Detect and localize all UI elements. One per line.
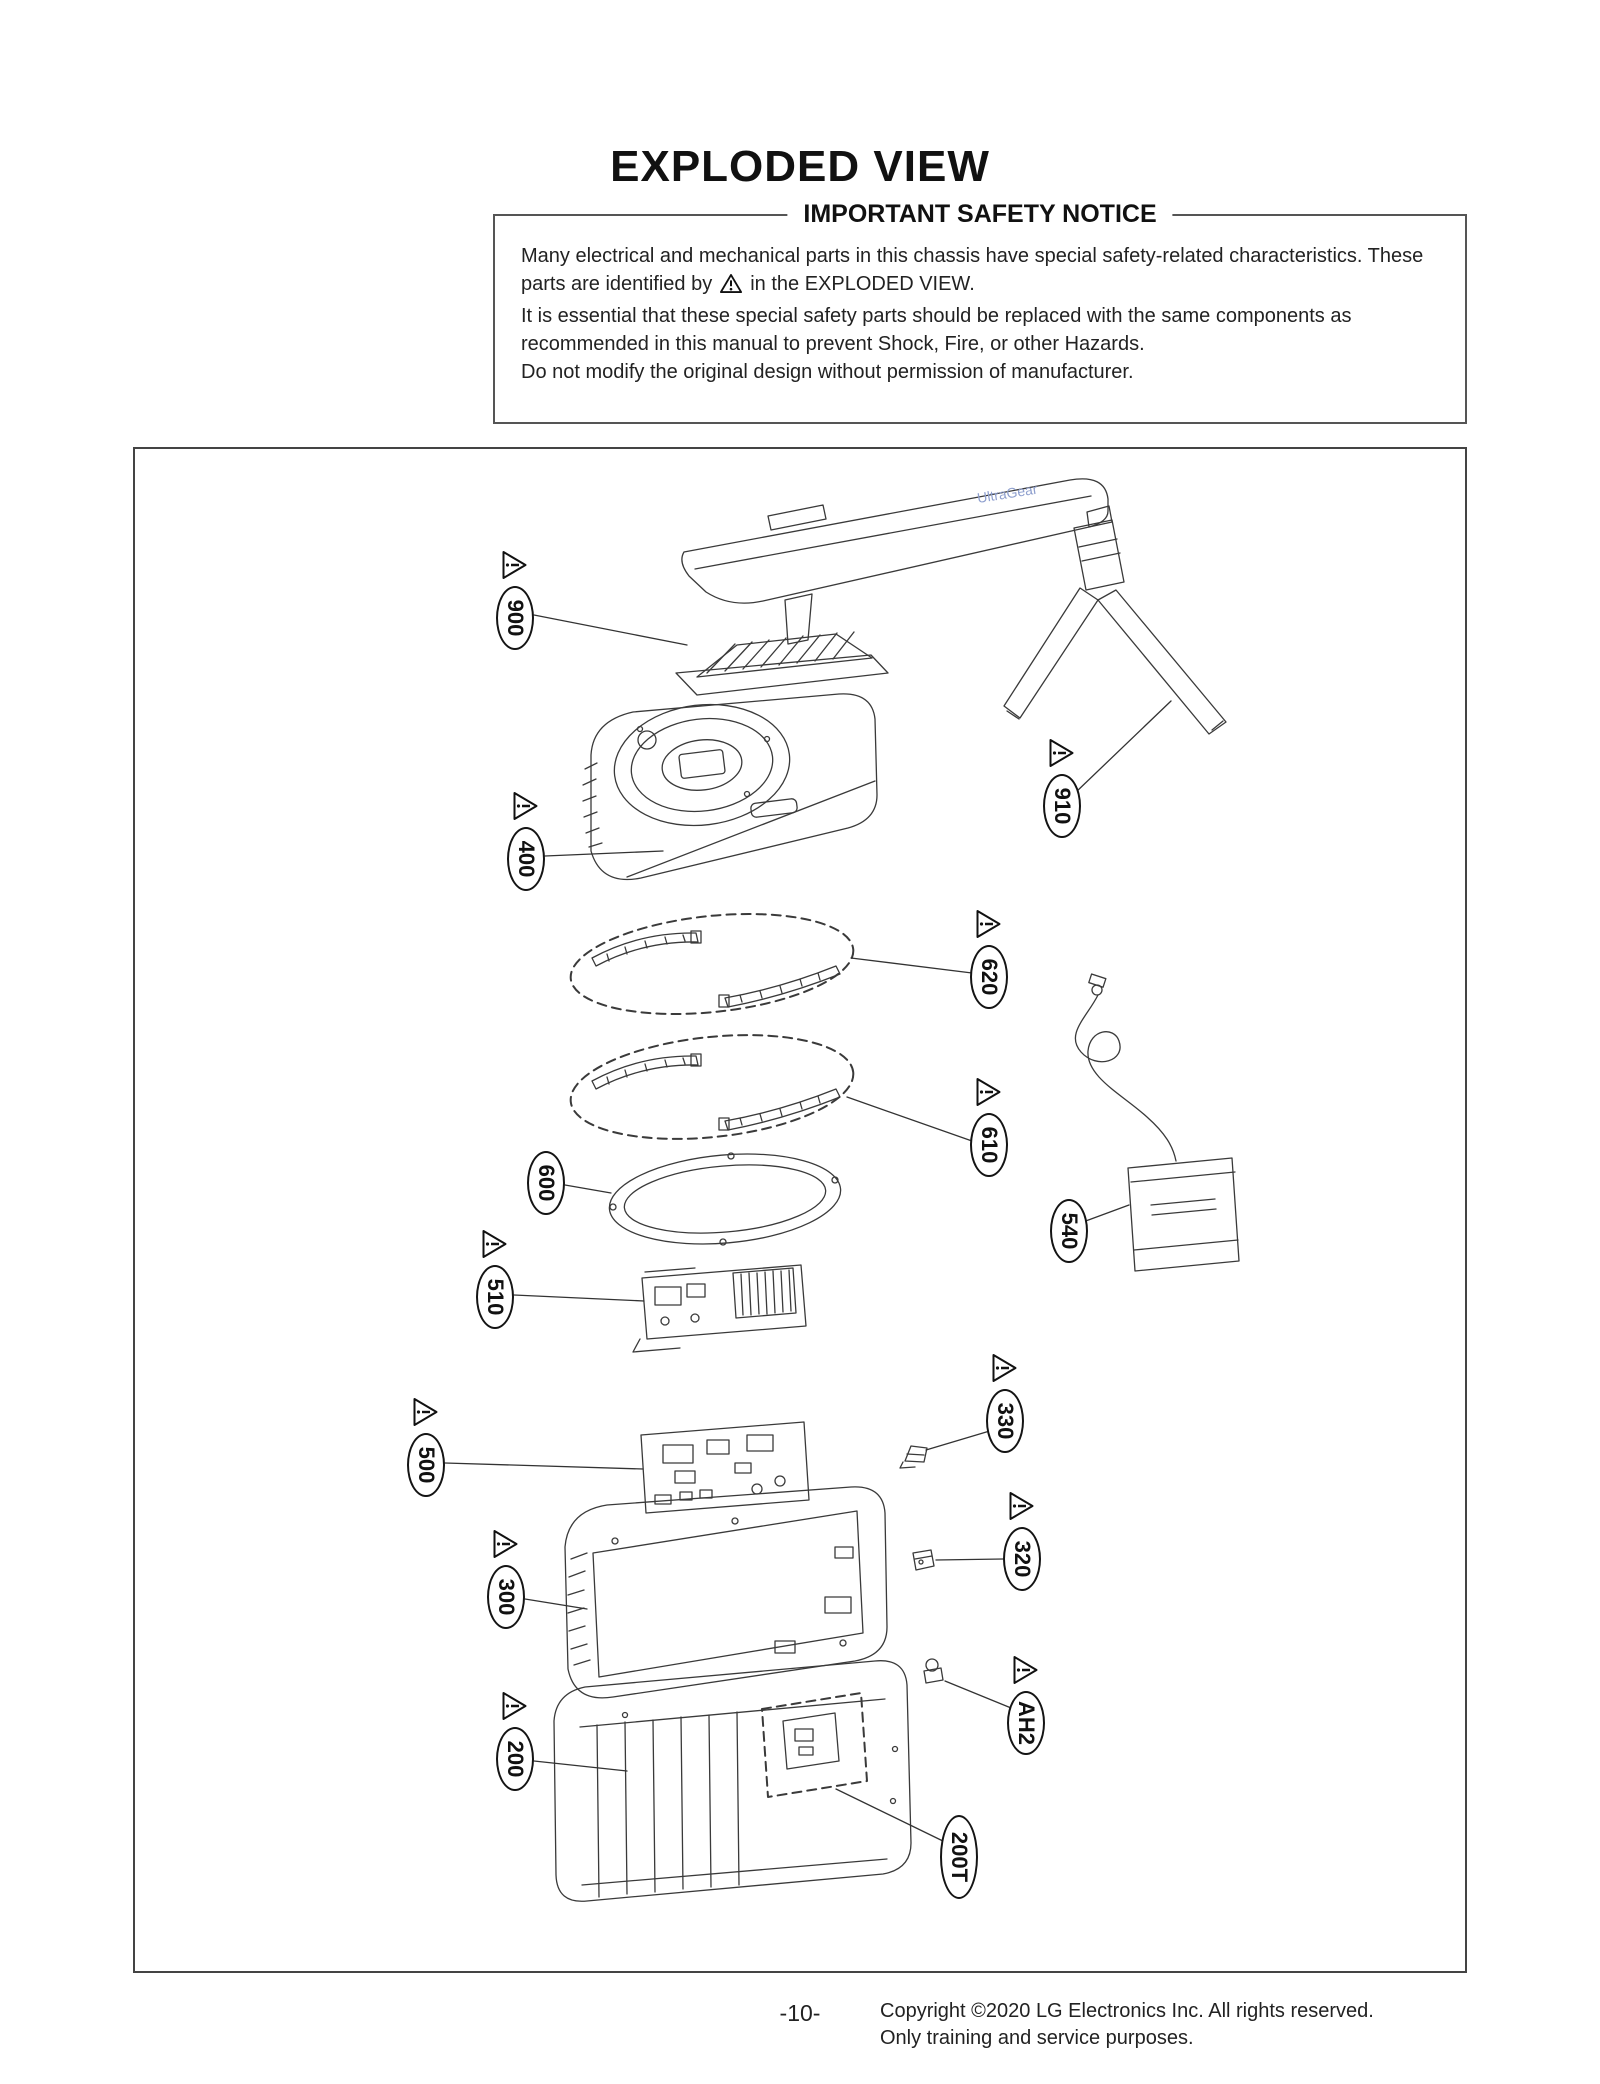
part-middle-frame bbox=[565, 1487, 887, 1698]
part-number-bubble: 620 bbox=[970, 945, 1008, 1009]
warning-icon bbox=[1009, 1491, 1036, 1521]
warning-icon bbox=[502, 550, 529, 580]
callout-900 bbox=[496, 550, 534, 650]
callout-540 bbox=[1050, 1199, 1088, 1263]
part-number-bubble: 330 bbox=[986, 1389, 1024, 1453]
brand-logo-text: UltraGear bbox=[975, 480, 1039, 506]
part-number-bubble: 200 bbox=[496, 1727, 534, 1791]
warning-icon bbox=[976, 909, 1003, 939]
part-number-bubble: 600 bbox=[527, 1151, 565, 1215]
callout-300 bbox=[487, 1529, 525, 1629]
part-bracket-330 bbox=[900, 1446, 927, 1468]
callout-610 bbox=[970, 1077, 1008, 1177]
part-number-bubble: AH2 bbox=[1007, 1691, 1045, 1755]
part-number-bubble: 910 bbox=[1043, 774, 1081, 838]
warning-icon bbox=[502, 1691, 529, 1721]
part-number-bubble: 300 bbox=[487, 1565, 525, 1629]
part-number-bubble: 500 bbox=[407, 1433, 445, 1497]
part-led-strip-lower bbox=[566, 1022, 859, 1151]
safety-notice-body bbox=[495, 216, 1465, 386]
part-power-adapter bbox=[1075, 974, 1239, 1271]
part-number-bubble: 320 bbox=[1003, 1527, 1041, 1591]
part-speaker-ring bbox=[606, 1145, 845, 1253]
exploded-art bbox=[135, 449, 1469, 1975]
warning-icon bbox=[413, 1397, 440, 1427]
safety-notice-box bbox=[493, 200, 1467, 424]
warning-icon bbox=[493, 1529, 520, 1559]
notice-paragraph-2: It is essential that these special safety parts should be replaced with the same components as recommended in this manual to prevent Shock, Fire, or other Hazards. bbox=[521, 305, 1352, 355]
callout-400 bbox=[507, 791, 545, 891]
warning-icon bbox=[1049, 738, 1076, 768]
part-back-cover bbox=[583, 694, 877, 880]
callout-ah2 bbox=[1007, 1655, 1045, 1755]
callout-330 bbox=[986, 1353, 1024, 1453]
warning-icon bbox=[976, 1077, 1003, 1107]
part-power-board bbox=[633, 1265, 806, 1352]
callout-910 bbox=[1043, 738, 1081, 838]
exploded-view-diagram bbox=[133, 447, 1467, 1973]
callout-620 bbox=[970, 909, 1008, 1009]
part-stand-base bbox=[1004, 506, 1226, 734]
part-number-bubble: 400 bbox=[507, 827, 545, 891]
copyright bbox=[880, 1998, 1374, 2052]
part-number-bubble: 610 bbox=[970, 1113, 1008, 1177]
safety-notice-title: IMPORTANT SAFETY NOTICE bbox=[787, 200, 1172, 229]
copyright-line-1: Copyright ©2020 LG Electronics Inc. All rights reserved. bbox=[880, 2000, 1374, 2022]
part-led-strip-upper bbox=[566, 901, 858, 1026]
part-number-bubble: 900 bbox=[496, 586, 534, 650]
callout-200t bbox=[940, 1815, 978, 1899]
part-number-bubble: 200T bbox=[940, 1815, 978, 1899]
part-monitor-head bbox=[676, 479, 1108, 695]
callout-320 bbox=[1003, 1491, 1041, 1591]
callout-600 bbox=[527, 1151, 565, 1215]
warning-icon bbox=[719, 273, 743, 302]
warning-icon bbox=[992, 1353, 1019, 1383]
warning-icon bbox=[1013, 1655, 1040, 1685]
page-number: -10- bbox=[779, 2000, 821, 2026]
callout-500 bbox=[407, 1397, 445, 1497]
page-title: EXPLODED VIEW bbox=[610, 142, 990, 191]
part-number-bubble: 510 bbox=[476, 1265, 514, 1329]
callout-200 bbox=[496, 1691, 534, 1791]
part-main-board bbox=[641, 1422, 809, 1513]
part-bracket-320 bbox=[913, 1550, 934, 1570]
part-number-bubble: 540 bbox=[1050, 1199, 1088, 1263]
part-holder-ah2 bbox=[924, 1659, 943, 1683]
copyright-line-2: Only training and service purposes. bbox=[880, 2027, 1194, 2049]
callout-510 bbox=[476, 1229, 514, 1329]
part-display-panel bbox=[554, 1661, 911, 1902]
warning-icon bbox=[513, 791, 540, 821]
notice-paragraph-3: Do not modify the original design without permission of manufacturer. bbox=[521, 361, 1134, 383]
notice-paragraph-1: Many electrical and mechanical parts in this chassis have special safety-related characteristics. These parts are identified by in the EXPLODED VIEW. bbox=[521, 242, 1439, 302]
warning-icon bbox=[482, 1229, 509, 1259]
